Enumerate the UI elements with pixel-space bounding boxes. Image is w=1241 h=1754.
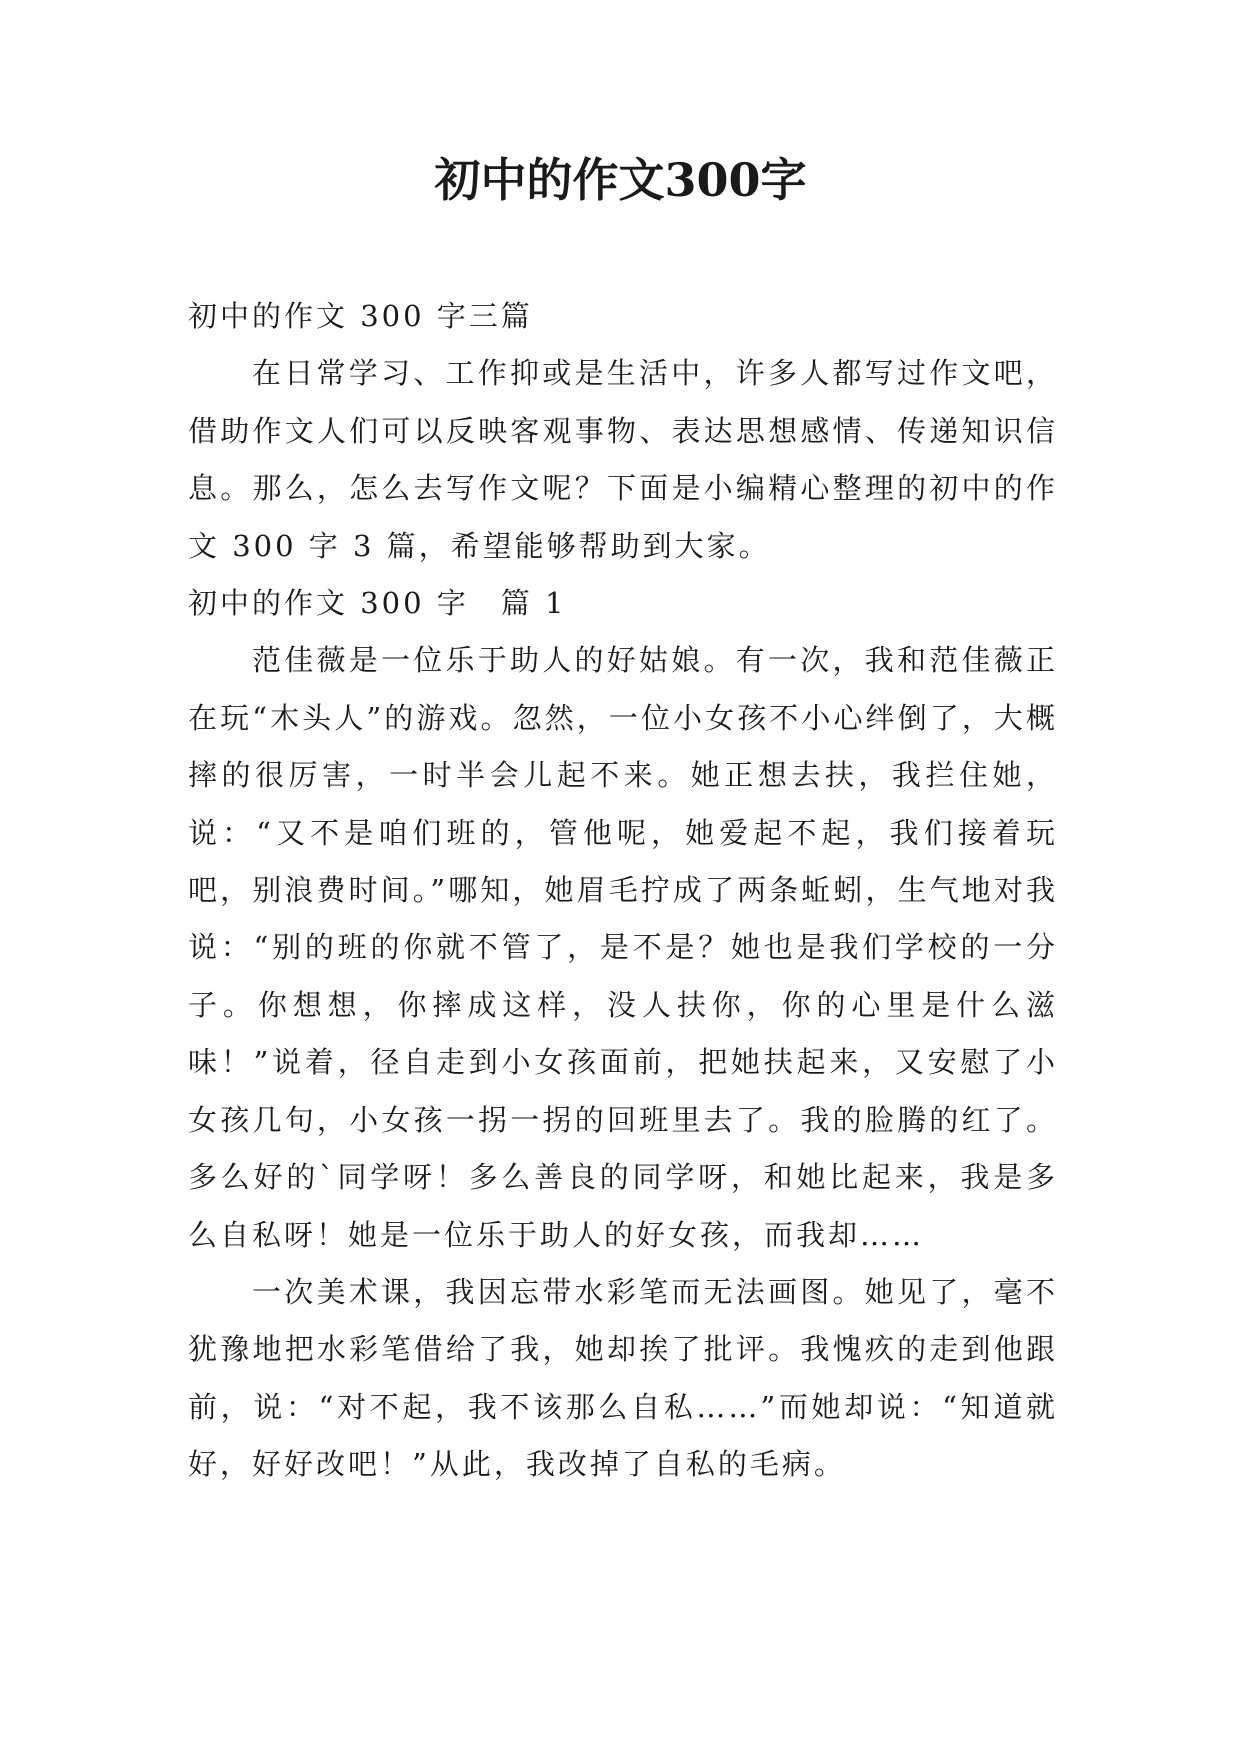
section-heading: 初中的作文 300 字 篇 1 <box>188 586 567 621</box>
document-title: 初中的作文300字 <box>434 153 807 207</box>
document-subtitle: 初中的作文 300 字三篇 <box>188 299 533 333</box>
body-paragraph: 一次美术课，我因忘带水彩笔而无法画图。她见了，毫不犹豫地把水彩笔借给了我，她却挨了批评。我愧疚的走到他跟前，说：“对不起，我不该那么自私……”而她却说：“知道就好，好好改吧！”从此，我改掉了自私的毛病。 <box>188 1274 1058 1482</box>
body-paragraph: 范佳薇是一位乐于助人的好姑娘。有一次，我和范佳薇正在玩“木头人”的游戏。忽然，一位小女孩不小心绊倒了，大概摔的很厉害，一时半会儿起不来。她正想去扶，我拦住她，说：“又不是咱们班的，管他呢，她爱起不起，我们接着玩吧，别浪费时间。”哪知，她眉毛拧成了两条蚯蚓，生气地对我说：“别的班的你就不管了，是不是？她也是我们学校的一分子。你想想，你摔成这样，没人扶你，你的心里是什么滋味！”说着，径自走到小女孩面前，把她扶起来，又安慰了小女孩几句，小女孩一拐一拐的回班里去了。我的脸腾的红了。多么好的`同学呀！多么善良的同学呀，和她比起来，我是多么自私呀！她是一位乐于助人的好女孩，而我却…… <box>188 643 1058 1252</box>
intro-paragraph: 在日常学习、工作抑或是生活中，许多人都写过作文吧，借助作文人们可以反映客观事物、表达思想感情、传递知识信息。那么，怎么去写作文呢？下面是小编精心整理的初中的作文 300 字 3 篇，希望能够帮助到大家。 <box>188 356 1058 563</box>
document-body <box>188 288 1058 1494</box>
